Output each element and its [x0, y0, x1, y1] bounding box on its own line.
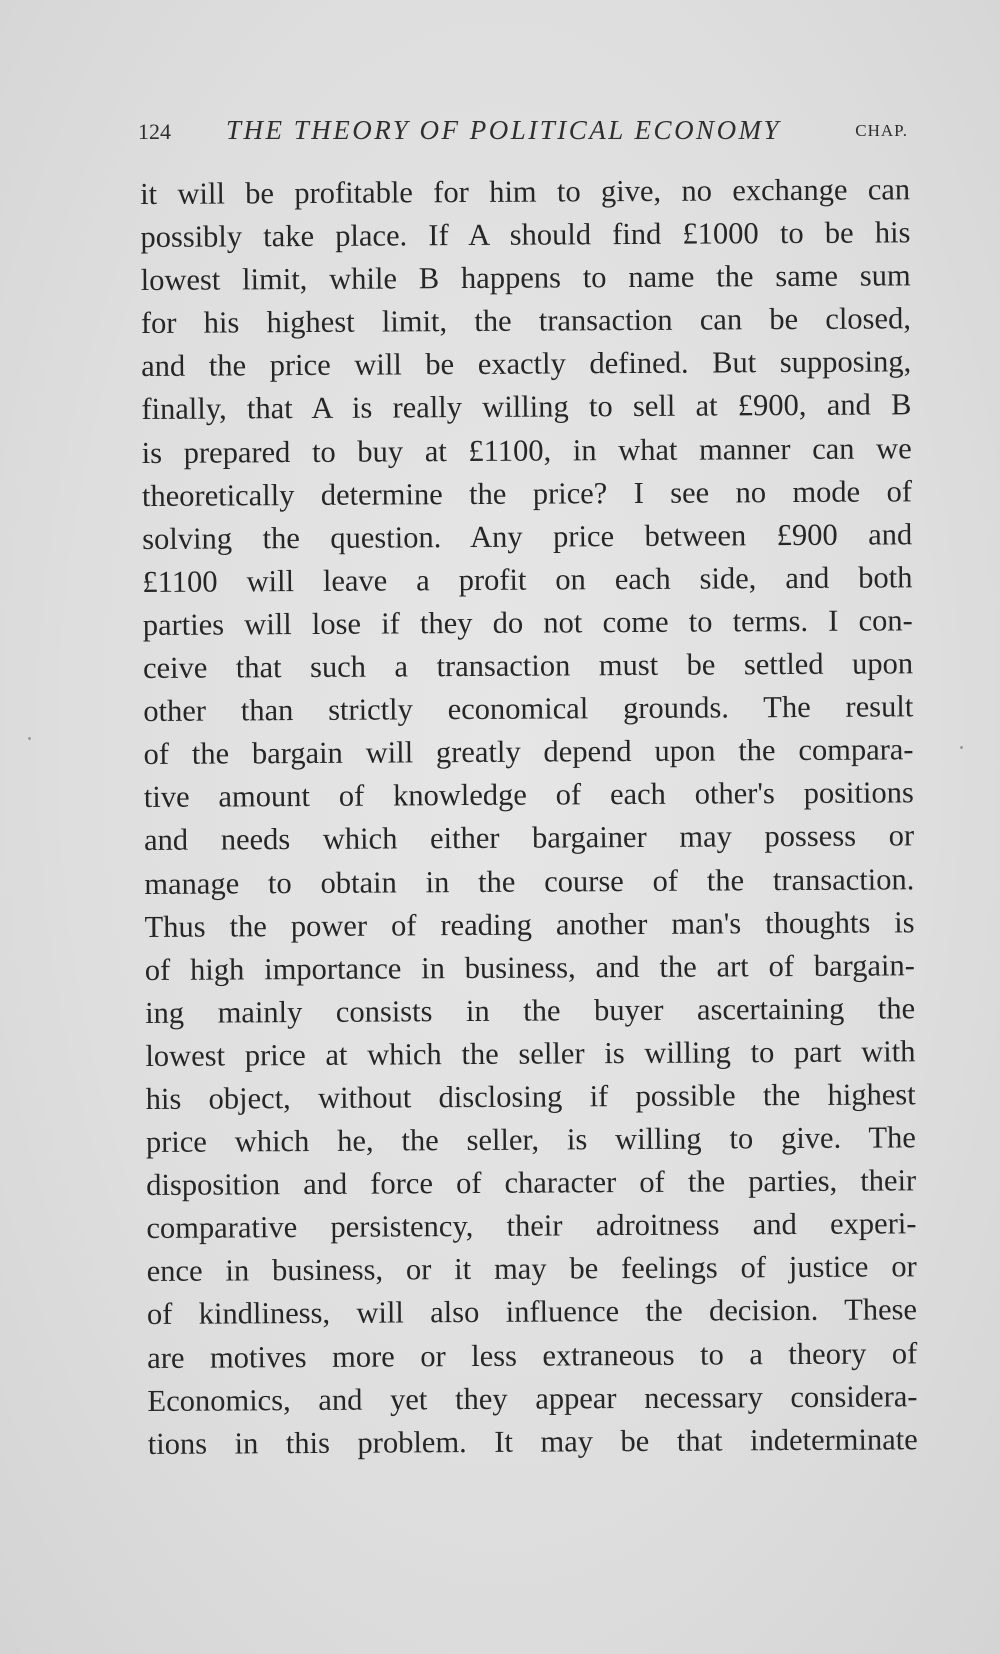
text-line: tions in this problem. It may be that indeterminate	[147, 1421, 918, 1461]
running-title: THE THEORY OF POLITICAL ECONOMY	[226, 115, 782, 145]
text-line: ing mainly consists in the buyer ascertaining the	[145, 991, 916, 1030]
page-header	[138, 115, 908, 151]
text-line: his object, without disclosing if possible the highest	[145, 1077, 916, 1116]
text-line: is prepared to buy at £1100, in what manner can we	[141, 430, 912, 470]
text-line: parties will lose if they do not come to terms. I con-	[142, 603, 913, 642]
text-line: lowest price at which the seller is willing to part with	[145, 1034, 916, 1073]
text-line: finally, that A is really willing to sell at £900, and B	[141, 387, 912, 427]
text-line: of high importance in business, and the art of bargain-	[144, 947, 915, 987]
text-line: Thus the power of reading another man's thoughts is	[144, 904, 915, 944]
page-number: 124	[138, 119, 171, 144]
text-line: are motives more or less extraneous to a theory of	[147, 1335, 918, 1375]
text-line: ence in business, or it may be feelings of justice or	[146, 1249, 917, 1289]
paper-speck	[960, 746, 963, 749]
text-line: possibly take place. If A should find £1000 to be his	[140, 215, 911, 255]
text-line: of kindliness, will also influence the decision. These	[146, 1292, 918, 1332]
text-line: price which he, the seller, is willing to give. The	[145, 1120, 917, 1160]
paper-speck	[28, 737, 31, 740]
text-line: of the bargain will greatly depend upon the compara-	[143, 732, 914, 772]
text-line: manage to obtain in the course of the transaction.	[144, 861, 915, 901]
body-text	[140, 168, 918, 1465]
text-line: other than strictly economical grounds. The result	[143, 689, 914, 729]
text-line: comparative persistency, their adroitness and experi-	[146, 1206, 917, 1246]
text-line: lowest limit, while B happens to name the same sum	[140, 258, 911, 298]
text-line: tive amount of knowledge of each other's positions	[143, 775, 914, 815]
text-line: for his highest limit, the transaction can be closed,	[140, 301, 912, 341]
text-line: and needs which either bargainer may possess or	[143, 818, 915, 858]
text-line: and the price will be exactly defined. But supposing,	[141, 344, 912, 384]
text-line: Economics, and yet they appear necessary considera-	[147, 1378, 918, 1418]
text-line: theoretically determine the price? I see no mode of	[141, 473, 913, 513]
text-line: ceive that such a transaction must be settled upon	[142, 646, 914, 686]
text-line: disposition and force of character of the parties, their	[146, 1163, 917, 1203]
chapter-abbreviation: CHAP.	[855, 121, 908, 140]
text-line: solving the question. Any price between £900 and	[142, 517, 913, 556]
text-line: £1100 will leave a profit on each side, and both	[142, 560, 913, 599]
text-line: it will be profitable for him to give, no exchange can	[140, 172, 911, 211]
